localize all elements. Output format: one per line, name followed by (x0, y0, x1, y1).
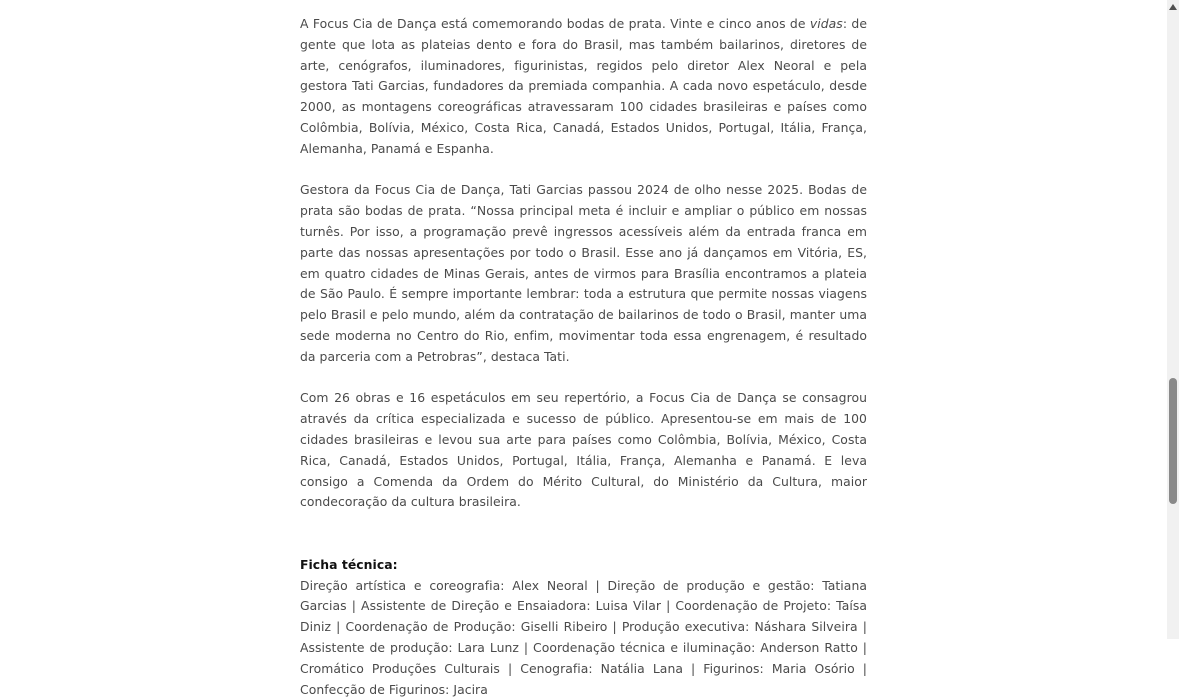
article-paragraph-repertoire: Com 26 obras e 16 espetáculos em seu repertório, a Focus Cia de Dança se consagrou através da crítica especializada e sucesso de público. Apresentou-se em mais de 100 cidades brasileiras e levou sua arte para países como Colômbia, Bolívia, México, Costa Rica, Canadá, Estados Unidos, Portugal, Itália, França, Alemanha e Panamá. E leva consigo a Comenda da Ordem do Mérito Cultural, do Ministério da Cultura, maior condecoração da cultura brasileira. (300, 390, 867, 510)
credits-text: Direção artística e coreografia: Alex Neoral | Direção de produção e gestão: Tatiana Garcias | Assistente de Direção e Ensaiadora: Luisa Vilar | Coordenação de Projeto: Taísa Diniz | Coordenação de Produção: Giselli Ribeiro | Produção executiva: Náshara Silveira | Assistente de produção: Lara Lunz | Coordenação técnica e iluminação: Anderson Ratto | Cromático Produções Culturais | Cenografia: Natália Lana | Figurinos: Maria Osório | Confecção de Figurinos: Jacira (300, 577, 867, 697)
article-paragraph-anniversary (300, 14, 867, 160)
paragraph-spacer (300, 513, 867, 555)
article-body (300, 14, 867, 700)
emphasis-vidas: vidas (809, 16, 843, 31)
paragraph-spacer (300, 368, 867, 389)
paragraph-spacer (300, 160, 867, 181)
paragraph-text-end: : de gente que lota as plateias dento e fora do Brasil, mas também bailarinos, diretores de arte, cenógrafos, iluminadores, figurinistas, regidos pelo diretor Alex Neoral e pela gestora Tati Garcias, fundadores da premiada companhia. A cada novo espetáculo, desde 2000, as montagens coreográficas atravessaram 100 cidades brasileiras e países como Colômbia, Bolívia, México, Costa Rica, Canadá, Estados Unidos, Portugal, Itália, França, Alemanha, Panamá e Espanha. (300, 16, 867, 156)
scrollbar-thumb[interactable] (1169, 378, 1177, 504)
credits-heading: Ficha técnica: (300, 556, 398, 572)
paragraph-text-start: A Focus Cia de Dança está comemorando bodas de prata. Vinte e cinco anos de (300, 16, 810, 31)
scroll-up-arrow-icon[interactable] (1169, 4, 1177, 10)
vertical-scrollbar[interactable] (1167, 0, 1179, 639)
article-paragraph-tati-quote: Gestora da Focus Cia de Dança, Tati Garcias passou 2024 de olho nesse 2025. Bodas de prata são bodas de prata. “Nossa principal meta é incluir e ampliar o público em nossas turnês. Por isso, a programação prevê ingressos acessíveis além da entrada franca em parte das nossas apresentações por todo o Brasil. Esse ano já dançamos em Vitória, ES, em quatro cidades de Minas Gerais, antes de virmos para Brasília encontramos a plateia de São Paulo. É sempre importante lembrar: toda a estrutura que permite nossas viagens pelo Brasil e pelo mundo, além da contratação de bailarinos de todo o Brasil, manter uma sede moderna no Centro do Rio, enfim, movimentar toda essa engrenagem, é resultado da parceria com a Petrobras”, destaca Tati. (300, 182, 867, 364)
